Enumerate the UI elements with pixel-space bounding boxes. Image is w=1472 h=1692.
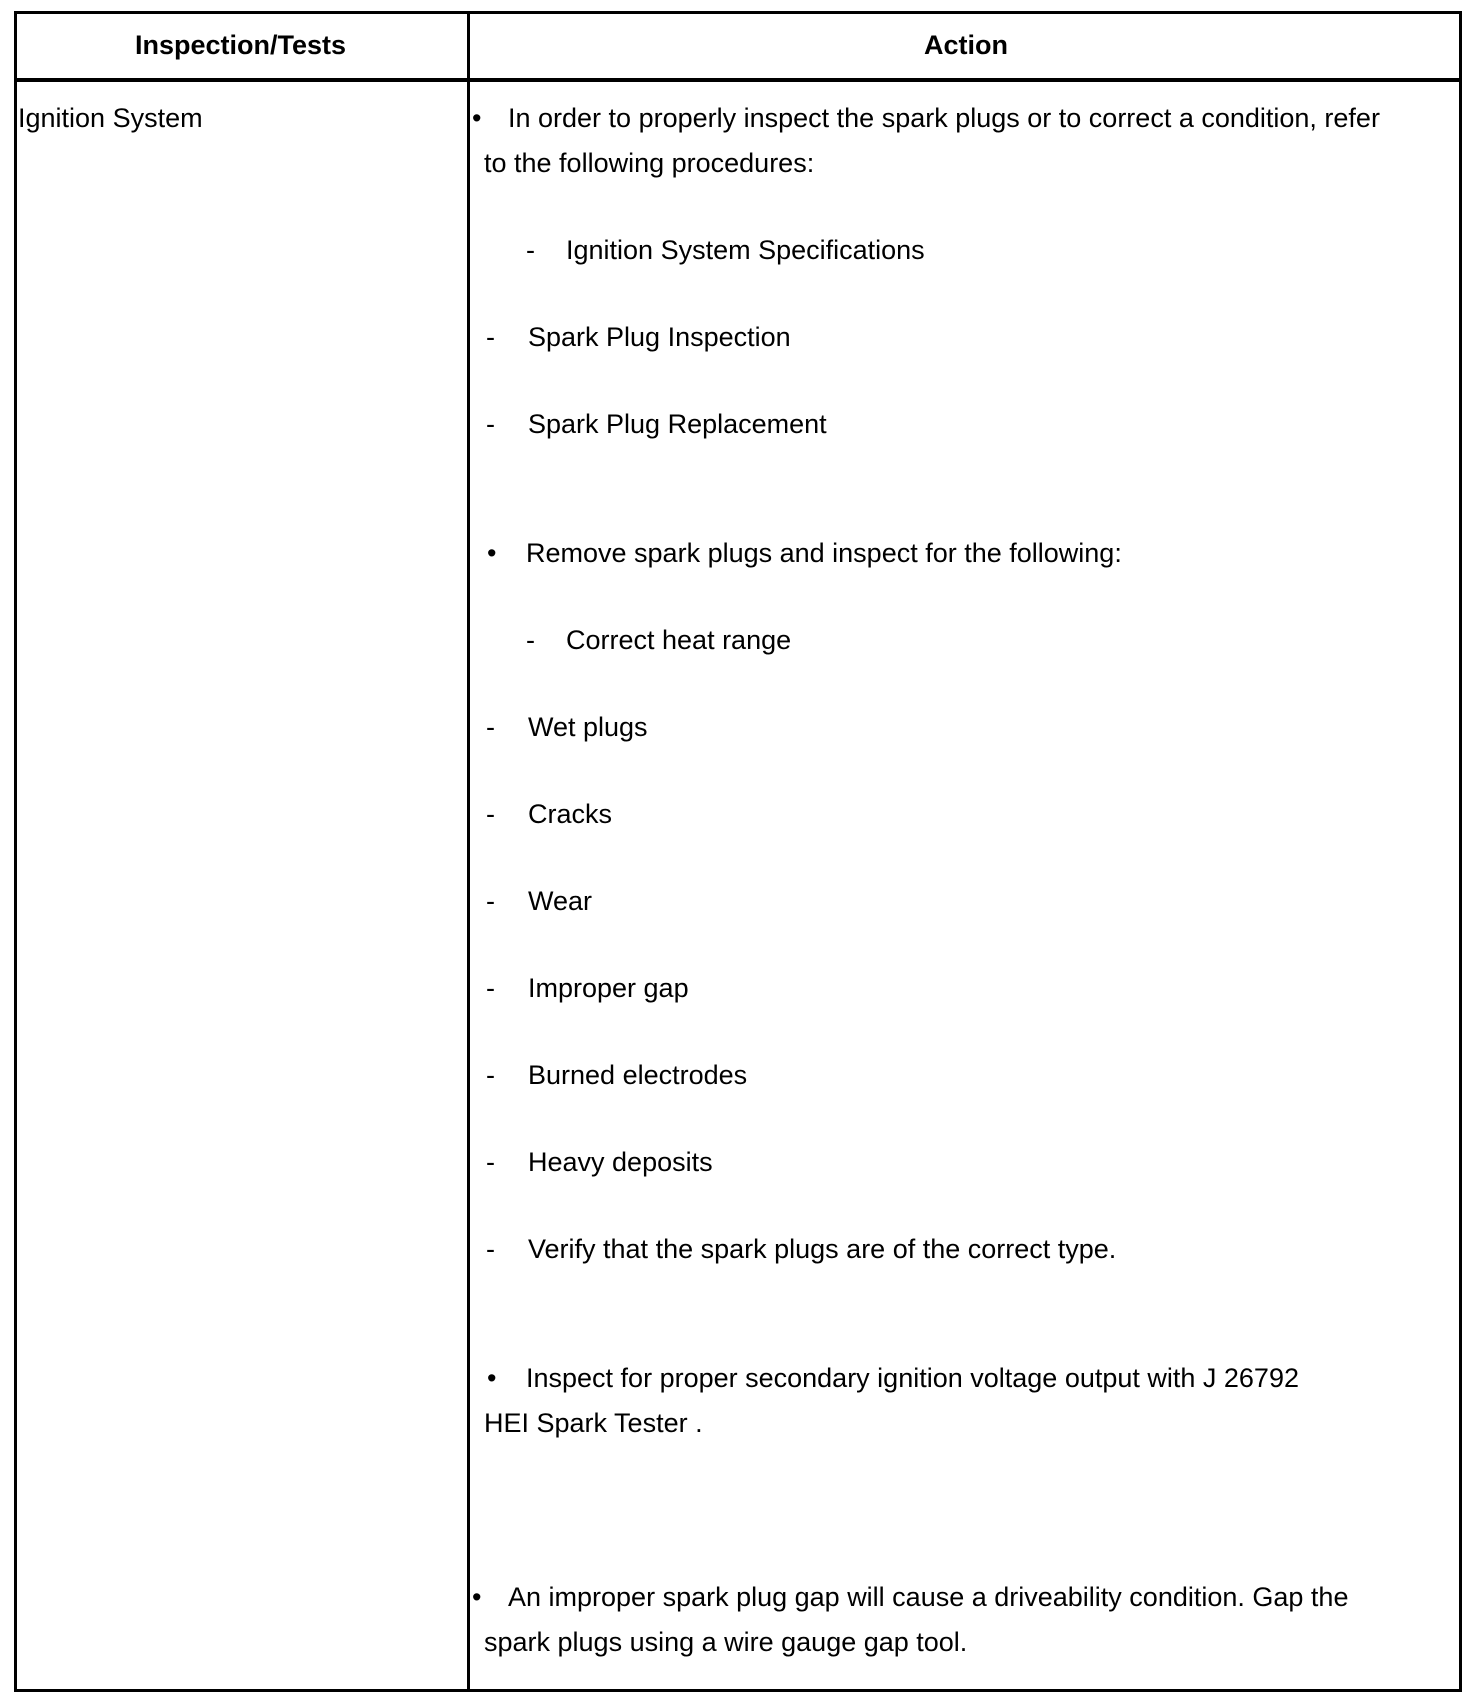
dash-marker: - (486, 973, 495, 1003)
dash-marker: - (526, 625, 535, 655)
inspect-item: Cracks (528, 799, 613, 829)
dash-marker: - (486, 1147, 495, 1177)
bullet-2-marker: • (487, 538, 497, 568)
bullet-4-marker: • (472, 1582, 482, 1612)
inspect-item: Heavy deposits (528, 1147, 713, 1177)
procedure-item: Spark Plug Replacement (528, 409, 827, 439)
dash-marker: - (526, 235, 535, 265)
procedure-item: Ignition System Specifications (566, 235, 925, 265)
bullet-1-line-2: to the following procedures: (484, 148, 815, 178)
inspect-item: Correct heat range (566, 625, 792, 655)
bullet-4-line-2: spark plugs using a wire gauge gap tool. (484, 1627, 968, 1657)
bullet-3-line-2: HEI Spark Tester . (484, 1408, 703, 1438)
dash-marker: - (486, 712, 495, 742)
inspect-item: Wet plugs (528, 712, 648, 742)
bullet-1-line-1: In order to properly inspect the spark plugs or to correct a condition, refer (508, 103, 1380, 133)
header-inspection-tests: Inspection/Tests (134, 29, 347, 60)
dash-marker: - (486, 409, 495, 439)
dash-marker: - (486, 1060, 495, 1090)
bullet-4-line-1: An improper spark plug gap will cause a driveability condition. Gap the (508, 1582, 1349, 1612)
header-action: Action (924, 29, 1008, 60)
dash-marker: - (486, 322, 495, 352)
column-divider (467, 11, 470, 1692)
dash-marker: - (486, 886, 495, 916)
bullet-3-marker: • (487, 1363, 497, 1393)
inspect-item: Improper gap (528, 973, 689, 1003)
inspect-item: Verify that the spark plugs are of the correct type. (528, 1234, 1117, 1264)
dash-marker: - (486, 799, 495, 829)
procedure-item: Spark Plug Inspection (528, 322, 791, 352)
dash-marker: - (486, 1234, 495, 1264)
inspect-item: Burned electrodes (528, 1060, 748, 1090)
bullet-3-line-1: Inspect for proper secondary ignition voltage output with J 26792 (526, 1363, 1299, 1393)
inspect-item: Wear (528, 886, 593, 916)
inspection-ignition-system: Ignition System (18, 103, 203, 133)
bullet-1-marker: • (472, 103, 482, 133)
bullet-2-line-1: Remove spark plugs and inspect for the following: (526, 538, 1122, 568)
